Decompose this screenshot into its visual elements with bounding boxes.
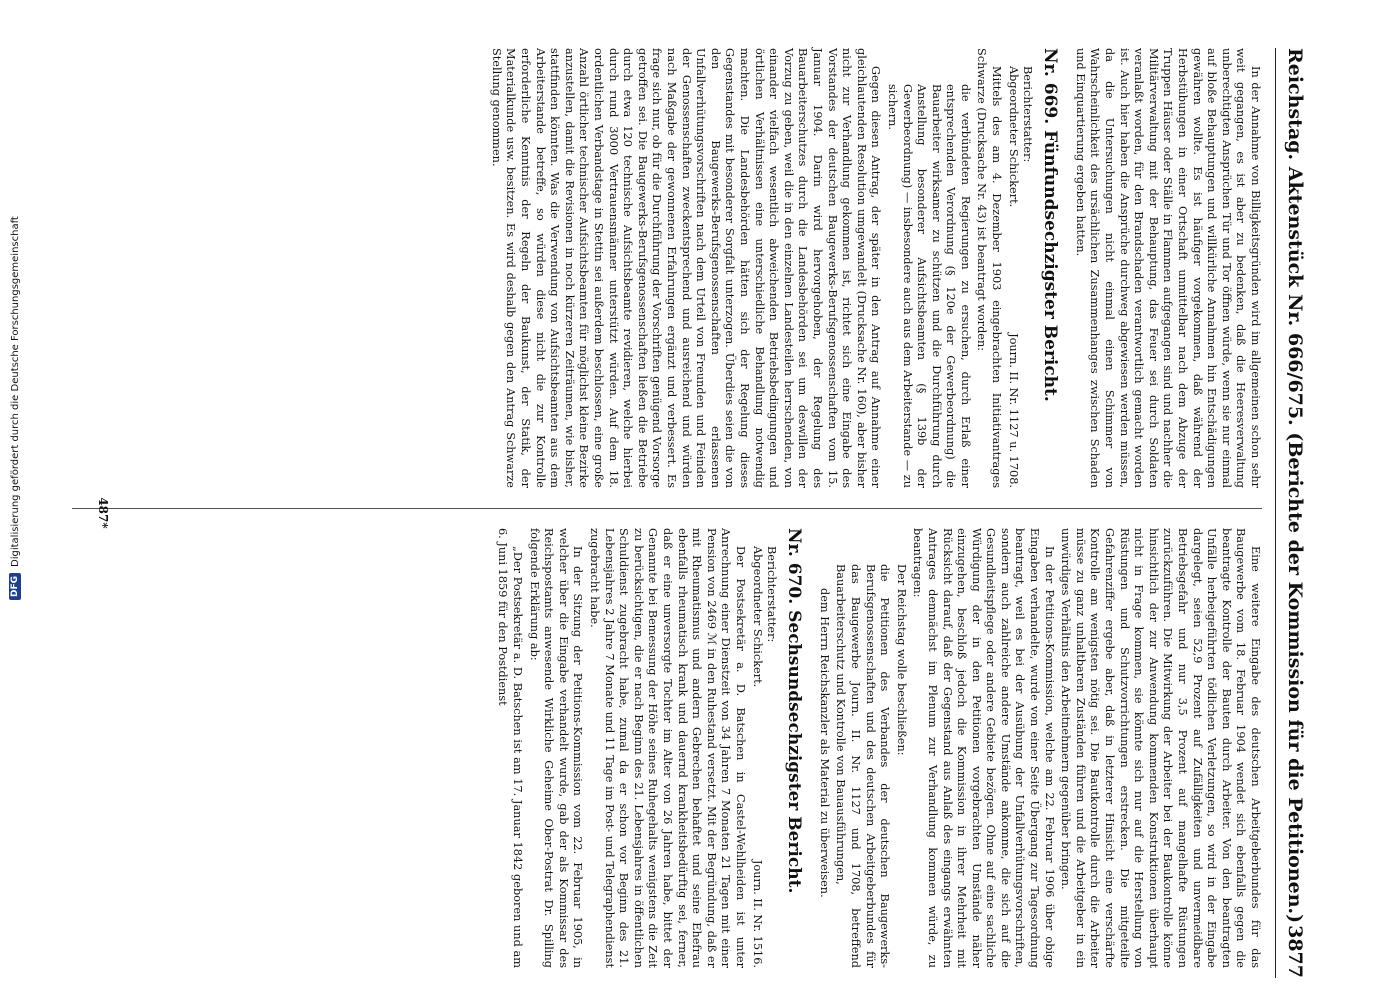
page-header: [1275, 48, 1310, 978]
section-title-669: Nr. 669. Fünfundsechzigster Bericht.: [1040, 48, 1061, 402]
sheet-number: 487*: [96, 497, 110, 529]
motion-text: die verbündeten Regierungen zu ersuchen, durch Erlaß einer entsprechenden Verordnung (§ 120e der Gewerbeordnung) die Bauarbeiter wirksamer zu schützen und die Durchführung durch Anstellung besonderer Aufsichtsbeamten (§ 139b der Gewerbeordnung) — insbesondere auch aus dem Arbeiterstande — zu sichern.: [885, 84, 972, 488]
reporter-line: [1005, 66, 1020, 488]
motion-text: die Petitionen des Verbandes der deutschen Baugewerks-Berufsgenossenschaften und des deutschen Arbeitgeberbundes für das Baugewerbe Journ. II. Nr. 1127 und 1708, betreffend Bauarbeiterschutz und Kontrolle von Bauausführungen,: [834, 564, 892, 968]
journal-reference: Journ. II. Nr. 1127 u. 1708.: [1006, 333, 1020, 488]
digitization-note: [9, 216, 21, 600]
column-left: [486, 48, 1262, 488]
paragraph: „Der Postsekretär a. D. Batschen ist am 17. Januar 1842 geboren und am 6. Juni 1859 für den Postdienst: [496, 528, 525, 968]
paragraph: Gegen diesen Antrag, der später in den Antrag auf Annahme einer gleichlautenden Resolution umgewandelt (Drucksache Nr. 160), aber bisher nicht zur Verhandlung gekommen ist, richtet sich eine Eingabe des Vorstandes der deutschen Baugewerks-Berufsgenossenschaften vom 15. Januar 1904. Darin wird hervorgehoben, der Regelung des Bauarbeiterschutzes durch die Landesbehörden sei um deswillen der Vorzug zu geben, weil die in den einzelnen Landesteilen herrschenden, von einander vielfach wesentlich abweichenden Betriebsbedingungen und örtlichen Verhältnissen eine unterschiedliche Behandlung notwendig machten. Die Landesbehörden hätten sich der Regelung dieses Gegenstandes mit besonderer Sorgfalt unterzogen. Überdies seien die von den Baugewerks-Berufsgenossenschaften erlassenen Unfallverhütungsvorschriften nach dem Urteil von Freunden und Feinden der Genossenschaften zweckentsprechend und ausreichend und würden nach Maßgabe der gewonnenen Erfahrungen ergänzt und verbessert. Es frage sich nur, ob für die Durchführung der Vorschriften genügend Vorsorge getroffen sei. Die Baugewerks-Berufsgenossenschaften ließen die Betriebe durch etwa 120 technische Aufsichtsbeamte revidieren, welche hierbei durch rund 3000 Vertrauensmänner unterstützt würden. Auf dem 18. ordentlichen Verbandstage in Stettin sei außerdem beschlossen, eine große Anzahl örtlicher technischer Aufsichtsbeamten für möglichst kleine Bezirke anzustellen, damit die Revisionen in noch kürzeren Zeiträumen, wie bisher, stattfinden könnten. Was die Verwendung von Aufsichtsbeamten aus dem Arbeiterstande betreffe, so würden diese nicht die zur Kontrolle erforderliche Kenntnis der Regeln der Baukunst, der Statik, der Materialkunde usw. besitzen. Es wird deshalb gegen den Antrag Schwarze Stellung genommen.: [489, 48, 883, 488]
column-divider: [72, 508, 1262, 509]
page-number: 3877: [1284, 925, 1306, 978]
paragraph: Der Postsekretär a. D. Batschen in Castel-Wehlheiden ist unter Anrechnung einer Dienstzeit von 34 Jahren 7 Monaten 21 Tagen mit einer Pension von 2469 ℳ in den Ruhestand versetzt. Mit der Begründung, daß er mit Rheumatismus und andern Gebrechen behaftet und seine Ehefrau ebenfalls rheumatisch krank und dauernd krankheitsbedürftig sei, ferner, daß er eine unversorgte Tochter im Alter von 26 Jahren habe, bittet der Genannte bei Bemessung der Höhe seines Ruhegehalts wenigstens die Zeit zu berücksichtigen, die er nach Beginn des 21. Lebensjahres in öffentlichen Schuldienst zugebracht habe, zumal da er schon vor Beginn des 21. Lebensjahres 2 Jahre 7 Monate und 11 Tage im Post- und Telegraphendienst zugebracht habe.: [588, 528, 747, 968]
reporter-label: Berichterstatter:: [765, 546, 779, 643]
dfg-logo: DFG: [9, 573, 21, 600]
paragraph: In der Sitzung der Petitions-Kommission vom 22. Februar 1905, in welcher über die Eingabe verhandelt wurde, gab der als Kommissar des Reichspostamts anwesende Wirkliche Geheime Ober-Postrat Dr. Spilling folgende Erklärung ab:: [527, 528, 585, 968]
column-right: [493, 528, 1262, 968]
reporter-line: [749, 546, 764, 968]
paragraph: In der Annahme von Billigkeitsgründen wird im allgemeinen schon sehr weit gegangen, es ist aber zu bedenken, daß die Heeresverwaltung unberechtigten Ansprüchen Tür und Tor öffnen würde, wenn sie nur einmal auf bloße Behauptungen und willkürliche Annahmen hin Entschädigungen gewähren wollte. Es ist häufiger vorgekommen, daß während der Herbstübungen in einer Ortschaft unmittelbar nach dem Abzuge der Truppen Häuser oder Ställe in Flammen aufgegangen sind und nachher die Militärverwaltung mit der Behauptung, das Feuer sei durch Soldaten veranlaßt worden, für den Brandschaden verantwortlich gemacht worden ist. Auch hier haben die Ansprüche durchweg abgewiesen werden müssen, da die Untersuchungen nicht einmal einen Schimmer von Wahrscheinlichkeit des ursächlichen Zusammenhanges zwischen Schaden und Einquartierung ergeben hatten.: [1073, 48, 1262, 488]
running-head: Reichstag. Aktenstück Nr. 666/675. (Berichte der Kommission für die Petitionen.): [1284, 48, 1306, 924]
paragraph: Mittels des am 4. Dezember 1903 eingebrachten Initiativantrages Schwarze (Drucksache Nr. 43) ist beantragt worden:: [975, 48, 1004, 488]
paragraph: In der Petitions-Kommission, welche am 22. Februar 1906 über obige Eingaben verhandelte, wurde von einer Seite Übergang zur Tagesordnung beantragt, weil es bei der Ausübung der Unfallverhütungsvorschriften, sondern auch zahlreiche andere Umstände ankomme, die sich auf die Gesundheitspflege oder andere Gebiete bezögen. Ohne auf eine sachliche Würdigung der in den Petitionen vorgebrachten Umstände näher einzugehen, beschloß jedoch die Kommission in ihrer Mehrheit mit Rücksicht darauf, daß der Gegenstand aus Anlaß des eingangs erwähnten Antrages demnächst im Plenum zur Verhandlung kommen würde, zu beantragen:: [911, 528, 1056, 968]
motion-intro: Der Reichstag wolle beschließen:: [894, 564, 908, 756]
reporter-label: Berichterstatter:: [1021, 66, 1035, 163]
reporter-name: Abgeordneter Schickert.: [1006, 66, 1020, 208]
motion-text: dem Herrn Reichskanzler als Material zu überweisen.: [817, 588, 831, 898]
digitization-text: Digitalisierung gefördert durch die Deutsche Forschungsgemeinschaft: [9, 216, 21, 567]
reporter-name: Abgeordneter Schickert.: [750, 546, 764, 688]
section-title-670: Nr. 670. Sechsundsechzigster Bericht.: [784, 528, 805, 894]
journal-reference: Journ. II. Nr. 1516.: [750, 859, 764, 968]
paragraph: Eine weitere Eingabe des deutschen Arbeitgeberbundes für das Baugewerbe vom 18. Februar 1904 wendet sich ebenfalls gegen die beantragte Kontrolle der Bauten durch Arbeiter. Von den beantragten Unfälle herbeigeführten tödlichen Verletzungen, so wird in der Eingabe dargelegt, seien 52,9 Prozent auf Zufälligkeiten und unvermeidbare Betriebsgefahr und nur 3,5 Prozent auf mangelhafte Rüstungen zurückzuführen. Die Mitwirkung der Arbeiter bei der Baukontrolle könne hinsichtlich der zur Anwendung kommenden Konstruktionen überhaupt nicht in Frage kommen, sie könnte sich nur auf die Herstellung von Rüstungen und Schutzvorrichtungen erstrecken. Die mitgeteilte Gefahrenziffer ergebe aber, daß in letzterer Hinsicht eine verschärfte Kontrolle am wenigsten nötig sei. Die Bautkontrolle durch die Arbeiter müsse zu ganz unhaltbaren Zuständen führen und die Arbeitgeber in ein unwürdiges Verhältnis den Arbeitnehmern gegenüber bringen.: [1059, 528, 1262, 968]
page: [70, 48, 1310, 978]
